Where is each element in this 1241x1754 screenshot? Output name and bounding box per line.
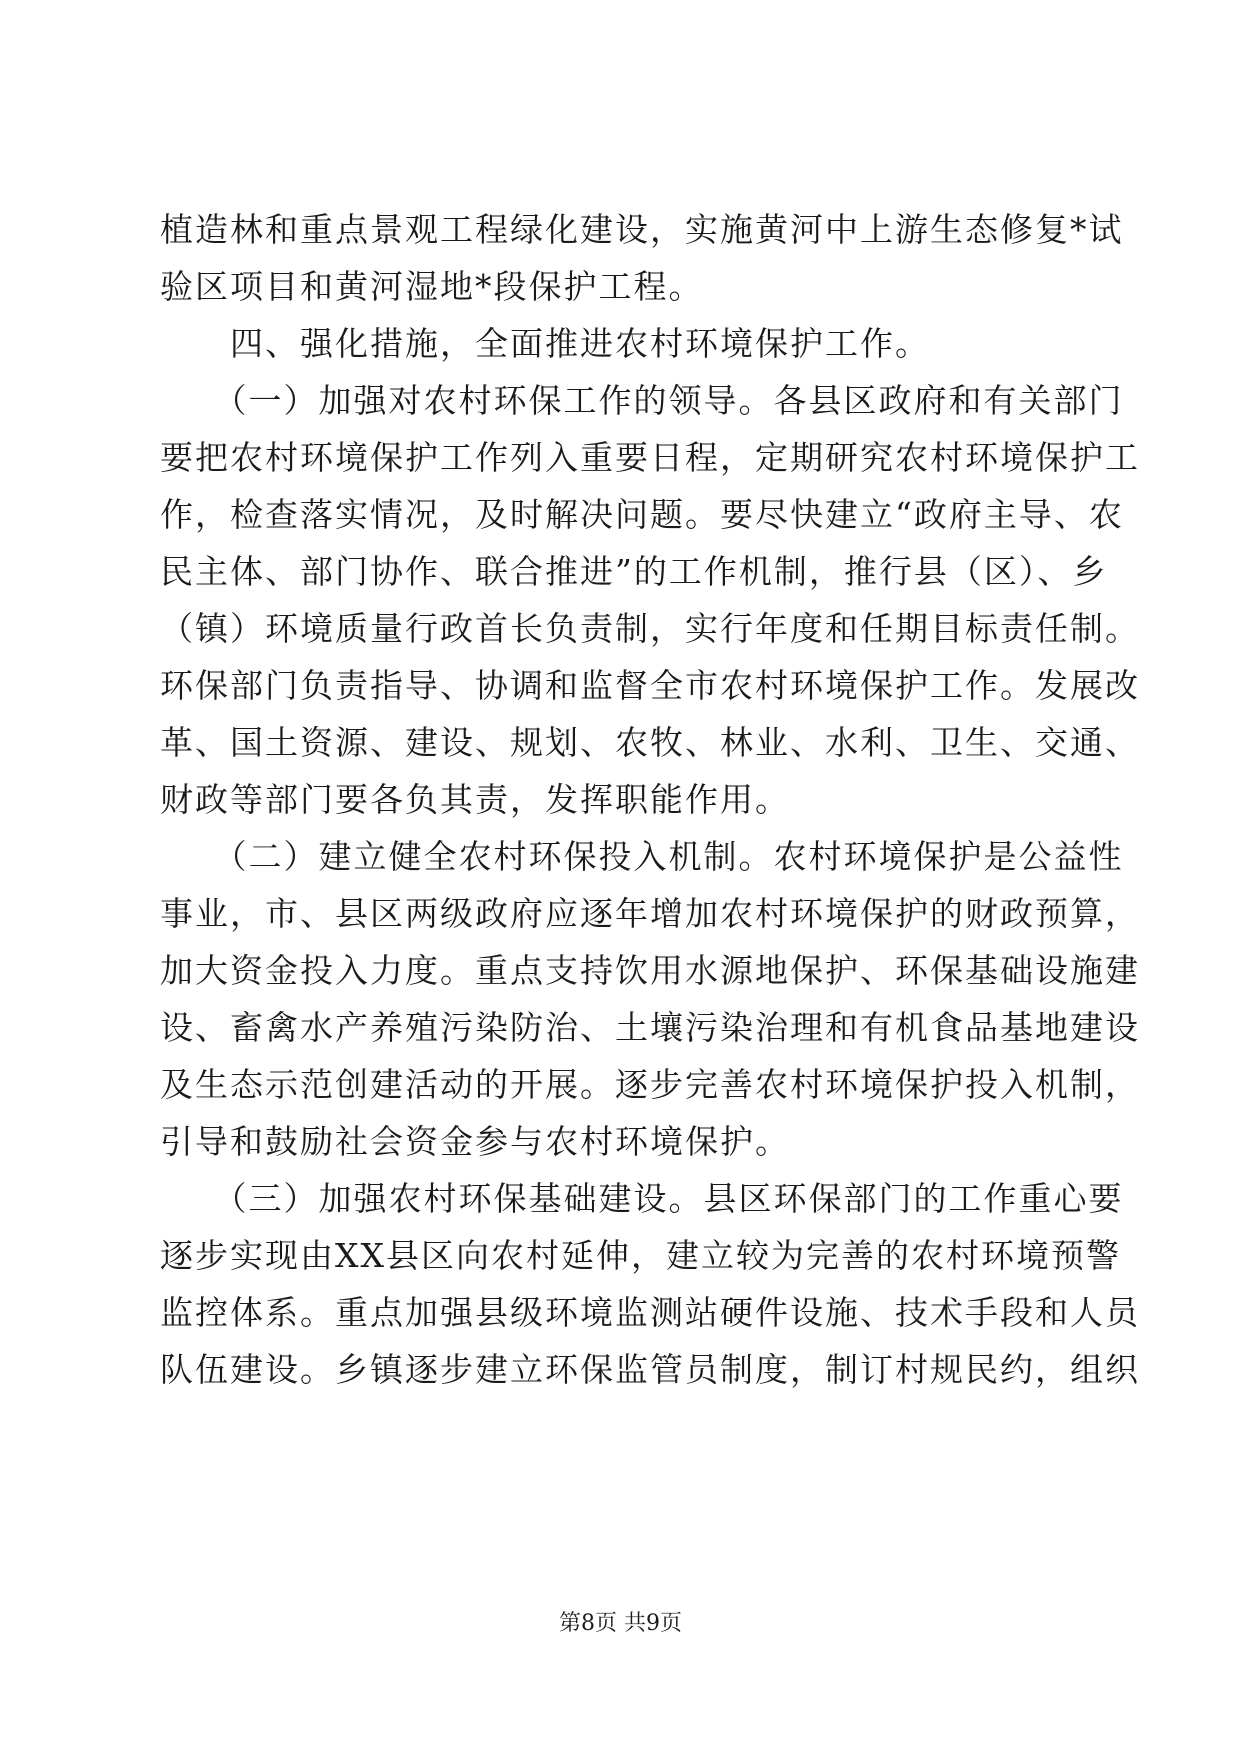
body-text-line: 验区项目和黄河湿地*段保护工程。 — [160, 267, 704, 306]
body-text-line: 队伍建设。乡镇逐步建立环保监管员制度，制订村规民约，组织 — [160, 1350, 1140, 1389]
body-text-line: 设、畜禽水产养殖污染防治、土壤污染治理和有机食品基地建设 — [160, 1008, 1140, 1047]
body-text-line: 民主体、部门协作、联合推进”的工作机制，推行县（区）、乡 — [160, 552, 1108, 591]
body-text-line: 作，检查落实情况，及时解决问题。要尽快建立“政府主导、农 — [160, 495, 1124, 534]
body-text-line: 监控体系。重点加强县级环境监测站硬件设施、技术手段和人员 — [160, 1293, 1140, 1332]
body-text-line: 要把农村环境保护工作列入重要日程，定期研究农村环境保护工 — [160, 438, 1140, 477]
body-text-line: 革、国土资源、建设、规划、农牧、林业、水利、卫生、交通、 — [160, 723, 1140, 762]
body-text-line: 及生态示范创建活动的开展。逐步完善农村环境保护投入机制， — [160, 1065, 1140, 1104]
body-text-line: （镇）环境质量行政首长负责制，实行年度和任期目标责任制。 — [160, 609, 1140, 648]
body-text-line: 植造林和重点景观工程绿化建设，实施黄河中上游生态修复*试 — [160, 210, 1124, 249]
body-text-line: 事业，市、县区两级政府应逐年增加农村环境保护的财政预算， — [160, 894, 1140, 933]
body-text-line: （二）建立健全农村环保投入机制。农村环境保护是公益性 — [160, 837, 1124, 876]
body-text-line: 引导和鼓励社会资金参与农村环境保护。 — [160, 1122, 790, 1161]
body-text-line: 财政等部门要各负其责，发挥职能作用。 — [160, 780, 790, 819]
section-heading: 四、强化措施，全面推进农村环境保护工作。 — [160, 324, 930, 363]
body-text-line: 逐步实现由XX县区向农村延伸，建立较为完善的农村环境预警 — [160, 1236, 1121, 1275]
body-text-line: （三）加强农村环保基础建设。县区环保部门的工作重心要 — [160, 1179, 1124, 1218]
page-number-footer: 第8页 共9页 — [559, 1611, 682, 1636]
body-text-line: 环保部门负责指导、协调和监督全市农村环境保护工作。发展改 — [160, 666, 1140, 705]
body-text-line: （一）加强对农村环保工作的领导。各县区政府和有关部门 — [160, 381, 1124, 420]
body-text-line: 加大资金投入力度。重点支持饮用水源地保护、环保基础设施建 — [160, 951, 1140, 990]
